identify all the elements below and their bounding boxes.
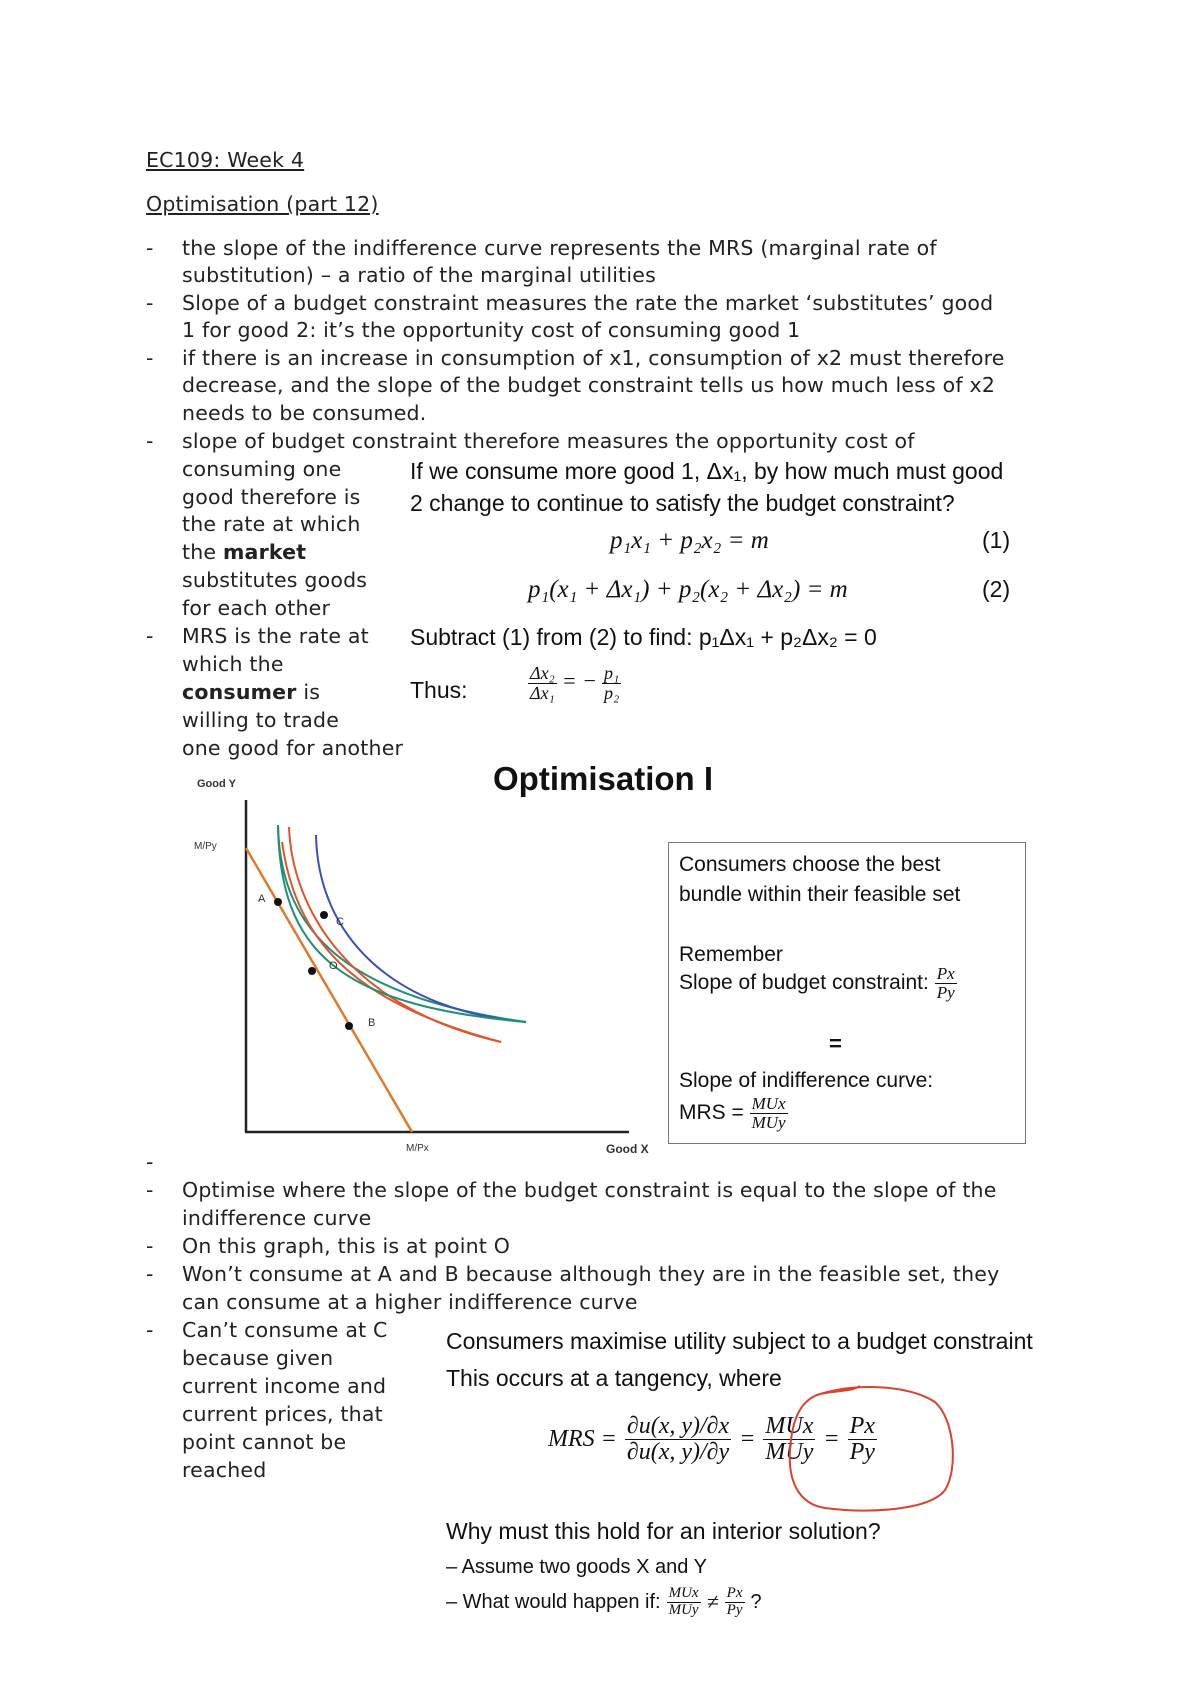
equation-2-number: (2) — [982, 576, 1011, 602]
equation-1-number: (1) — [982, 527, 1011, 553]
bullet-text: if there is an increase in consumption of x1, consumption of x2 must therefore — [182, 346, 1005, 370]
x-axis-label: Good X — [606, 1142, 649, 1156]
box-line2: bundle within their feasible set — [679, 883, 961, 906]
bullet-text: slope of budget constraint therefore measures the opportunity cost of — [182, 429, 915, 453]
bullet-text: willing to trade — [182, 708, 340, 732]
box-line4: Slope of budget constraint: $\frac{Px}{Py}$ — [679, 964, 955, 1002]
bullet-text: reached — [182, 1458, 267, 1482]
equation-2: p₁(x₁ + Δx₁) + p₂(x₂ + Δx₂) = m — [528, 576, 848, 603]
indifference-curve-low — [278, 825, 526, 1022]
bullet-text: the rate at which — [182, 512, 361, 536]
slide3-line1: Consumers maximise utility subject to a budget constraint — [446, 1328, 1033, 1354]
slide3-sub2: – What would happen if: $\frac{\text{MUx}}{\text{MUy}}$ ≠ $\frac{Px}{Py}$ ? — [446, 1585, 762, 1618]
indifference-curve-high — [316, 835, 526, 1022]
slide-question-line1: If we consume more good 1, Δx₁, by how much must good — [410, 458, 1004, 484]
bullet-text: Can’t consume at C — [182, 1318, 388, 1342]
bullet-text: substitutes goods — [182, 568, 368, 592]
box-equals: = — [829, 1031, 842, 1056]
bullet-text: can consume at a higher indifference curve — [182, 1290, 638, 1314]
bullet-text: Optimise where the slope of the budget constraint is equal to the slope of the — [182, 1178, 997, 1202]
slide3-sub1: – Assume two goods X and Y — [446, 1556, 707, 1578]
bullet-text: one good for another — [182, 736, 404, 760]
box-line3: Remember — [679, 943, 783, 966]
point-a-label: A — [258, 893, 266, 905]
bullet-text: substitution) – a ratio of the marginal utilities — [182, 263, 656, 287]
bullet-text: the market — [182, 540, 307, 564]
equation-1: p₁x₁ + p₂x₂ = m — [610, 527, 769, 554]
slide-question-line2: 2 change to continue to satisfy the budget constraint? — [410, 490, 955, 516]
bullet-text: MRS is the rate at — [182, 624, 369, 648]
bullet-text: because given — [182, 1346, 334, 1370]
budget-constraint-line — [246, 848, 412, 1132]
red-annotation-loop — [790, 1386, 953, 1511]
point-b-label: B — [368, 1017, 376, 1029]
bullet-text: the slope of the indifference curve represents the MRS (marginal rate of — [182, 236, 937, 260]
bullet-text: needs to be consumed. — [182, 401, 427, 425]
bullet-dash: - — [146, 1234, 154, 1258]
chart-title: Optimisation I — [493, 760, 714, 797]
bullet-text: Slope of a budget constraint measures the rate the market ‘substitutes’ good — [182, 291, 994, 315]
point-c — [320, 911, 328, 919]
bullet-text: good therefore is — [182, 485, 361, 509]
bullet-text: decrease, and the slope of the budget constraint tells us how much less of x2 — [182, 373, 996, 397]
bullet-dash: - — [146, 291, 154, 315]
point-c-label: C — [336, 916, 344, 928]
bullet-dash: - — [146, 1262, 154, 1286]
bullet-text: consuming one — [182, 457, 342, 481]
bullet-dash: - — [146, 1318, 154, 1342]
bullet-dash: - — [146, 1178, 154, 1202]
point-o-label: O — [329, 960, 338, 972]
bullet-dash: - — [146, 429, 154, 453]
box-line1: Consumers choose the best — [679, 853, 941, 876]
thus-equation: $\frac{\text{Δx₂}}{\text{Δx₁}}$ = − $\frac{\text{p₁}}{\text{p₂}}$ — [530, 663, 620, 703]
handdrawn-circle — [780, 1380, 960, 1518]
topic-title: Optimisation (part 12) — [146, 192, 379, 216]
bullet-text: which the — [182, 652, 284, 676]
bullet-text: for each other — [182, 596, 331, 620]
point-b — [345, 1022, 353, 1030]
remember-box — [668, 842, 1026, 1144]
point-o — [308, 967, 316, 975]
thus-label: Thus: — [410, 677, 468, 703]
slide3-line2: This occurs at a tangency, where — [446, 1365, 782, 1391]
subtract-line: Subtract (1) from (2) to find: p₁Δx₁ + p₂Δx₂ = 0 — [410, 624, 877, 650]
x-intercept-label: M/Px — [406, 1143, 429, 1154]
slide3-why: Why must this hold for an interior solution? — [446, 1518, 881, 1544]
bullet-dash: - — [146, 624, 154, 648]
bullet-dash-empty: - — [146, 1150, 154, 1174]
optimisation-chart — [186, 770, 656, 1170]
box-line5: Slope of indifference curve: — [679, 1069, 934, 1092]
bullet-dash: - — [146, 346, 154, 370]
bullet-text: current income and — [182, 1374, 387, 1398]
bullet-text: 1 for good 2: it’s the opportunity cost of consuming good 1 — [182, 318, 801, 342]
bullet-dash: - — [146, 236, 154, 260]
point-a — [274, 898, 282, 906]
tangency-equation: MRS = $\frac{\partial u(x, y)/\partial x}{\partial u(x, y)/\partial y}$ = $\frac{\text{MUx}}{\text{MUy}}$ = $\frac{Px}{Py}$ — [548, 1413, 875, 1466]
box-mrs: MRS = $\frac{\text{MUx}}{\text{MUy}}$ — [679, 1094, 786, 1132]
bullet-text: On this graph, this is at point O — [182, 1234, 511, 1258]
y-intercept-label: M/Py — [194, 841, 217, 852]
bullet-text: point cannot be — [182, 1430, 347, 1454]
course-title: EC109: Week 4 — [146, 148, 305, 172]
bullet-text: indifference curve — [182, 1206, 372, 1230]
y-axis-label: Good Y — [197, 778, 236, 790]
bullet-text: consumer is — [182, 680, 321, 704]
bullet-text: current prices, that — [182, 1402, 383, 1426]
bullet-text: Won’t consume at A and B because although they are in the feasible set, they — [182, 1262, 1000, 1286]
